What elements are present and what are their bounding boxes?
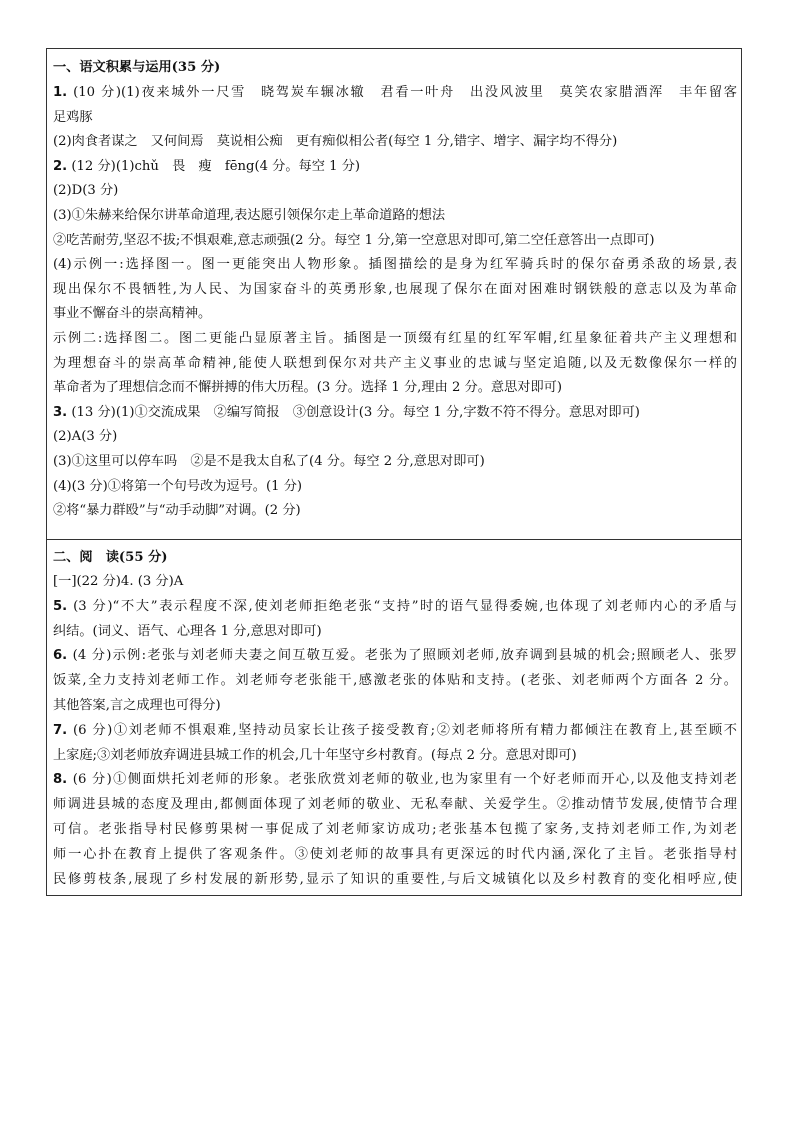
answer-text: (2)D(3 分) [53,183,119,199]
section-heading: 二、阅 读(55 分) [53,550,168,565]
answer-line [53,158,737,175]
answer-line [53,747,737,764]
answer-text: (10 分)(1)夜来城外一尺雪 晓驾炭车辗冰辙 君看一叶舟 出没风波里 莫笑农家腊酒浑 丰年留客 [67,85,737,100]
answer-line [53,453,737,470]
answer-text: (4)示例一:选择图一。图一更能突出人物形象。插图描绘的是身为红军骑兵时的保尔奋勇杀敌的场景,表 [53,257,737,273]
answer-text: (4)(3 分)①将第一个句号改为逗号。(1 分) [53,478,303,494]
answer-line [53,330,737,347]
answer-text: (6 分)①刘老师不惧艰难,坚持动员家长让孩子接受教育;②刘老师将所有精力都倾注在教育上,甚至顾不 [67,722,737,738]
answer-line [53,573,737,590]
answer-line [53,821,737,838]
answer-line [53,404,737,421]
answer-text: (4 分)示例:老张与刘老师夫妻之间互敬互爱。老张为了照顾刘老师,放弃调到县城的机会;照顾老人、张罗 [67,648,737,664]
answer-line [53,502,737,519]
answer-text: (3)①朱赫来给保尔讲革命道理,表达愿引领保尔走上革命道路的想法 [53,208,446,223]
answer-text: (3)①这里可以停车吗 ②是不是我太自私了(4 分。每空 2 分,意思对即可) [53,454,485,469]
question-number: 7. [53,722,68,738]
question-number: 8. [53,772,68,788]
answer-text: 师一心扑在教育上提供了客观条件。③使刘老师的故事具有更深远的时代内涵,深化了主旨。老张指导村 [53,846,737,862]
answer-line [53,133,737,150]
answer-text: 革命者为了理想信念而不懈拼搏的伟大历程。(3 分。选择 1 分,理由 2 分。意思对即可) [53,380,562,396]
question-number: 2. [53,158,68,174]
question-number: 6. [53,648,68,664]
answer-line [53,598,737,615]
answer-line [53,84,737,101]
answer-line [53,281,737,298]
answer-line [53,182,737,199]
answer-line [53,355,737,372]
answer-line [53,672,737,689]
answer-text: ②将“暴力群殴”与“动手动脚”对调。(2 分) [53,503,301,519]
answer-text: 可信。老张指导村民修剪果树一事促成了刘老师家访成功;老张基本包揽了家务,支持刘老师工作,为刘老 [53,822,737,837]
answer-line [53,207,737,224]
answer-line [53,305,737,322]
answer-line [53,428,737,445]
answer-text: (3 分)“不大”表示程度不深,使刘老师拒绝老张“支持”时的语气显得委婉,也体现了刘老师内心的矛盾与 [67,598,737,614]
answer-text: 事业不懈奋斗的崇高精神。 [53,306,212,322]
answer-line [53,871,737,888]
answer-line [53,379,737,396]
answer-text: 现出保尔不畏牺牲,为人民、为国家奋斗的英勇形象,也展现了保尔在面对困难时钢铁般的意志以及为革命 [53,281,737,297]
answer-text: ②吃苦耐劳,坚忍不拔;不惧艰难,意志顽强(2 分。每空 1 分,第一空意思对即可,第二空任意答出一点即可) [53,232,655,248]
answer-line [53,109,737,126]
answer-text: 纠结。(词义、语气、心理各 1 分,意思对即可) [53,623,322,639]
answer-line [53,697,737,714]
answer-line [53,232,737,249]
question-number: 5. [53,598,68,614]
answer-text: (12 分)(1)chǔ 畏 瘦 fēng(4 分。每空 1 分) [67,158,361,174]
answer-text: (6 分)①侧面烘托刘老师的形象。老张欣赏刘老师的敬业,也为家里有一个好老师而开心,以及他支持刘老 [67,772,737,788]
answer-text: 示例二:选择图二。图二更能凸显原著主旨。插图是一顶缀有红星的红军军帽,红星象征着共产主义理想和 [53,331,737,346]
answer-box [46,48,742,896]
answer-line [53,796,737,813]
answer-text: (2)肉食者谋之 又何间焉 莫说相公痴 更有痴似相公者(每空 1 分,错字、增字、漏字均不得分) [53,134,618,150]
answer-text: 上家庭;③刘老师放弃调进县城工作的机会,几十年坚守乡村教育。(每点 2 分。意思对即可) [53,747,577,763]
answer-text: 其他答案,言之成理也可得分) [53,698,221,713]
answer-line [53,846,737,863]
answer-text: [一](22 分)4. (3 分)A [53,574,184,589]
answer-text: 饭菜,全力支持刘老师工作。刘老师夸老张能干,感激老张的体贴和支持。(老张、刘老师两个方面各 2 分。 [53,673,737,689]
answer-line [53,771,737,788]
answer-text: 足鸡豚 [53,109,93,125]
question-number: 1. [53,85,68,100]
answer-line [53,623,737,640]
answer-line [53,722,737,739]
answer-text: 师调进县城的态度及理由,都侧面体现了刘老师的敬业、无私奉献、关爱学生。②推动情节发展,使情节合理 [53,797,737,813]
section-reading [47,539,741,895]
answer-text: (2)A(3 分) [53,429,118,445]
answer-text: (13 分)(1)①交流成果 ②编写简报 ③创意设计(3 分。每空 1 分,字数不符不得分。意思对即可) [67,404,640,420]
question-number: 3. [53,404,68,420]
answer-text: 为理想奋斗的崇高革命精神,能使人联想到保尔对共产主义事业的忠诚与坚定追随,以及无数像保尔一样的 [53,355,737,371]
answer-line [53,256,737,273]
section-language-usage [47,49,741,540]
section-heading: 一、语文积累与运用(35 分) [53,60,221,75]
answer-text: 民修剪枝条,展现了乡村发展的新形势,显示了知识的重要性,与后文城镇化以及乡村教育的变化相呼应,使 [53,871,737,887]
answer-line [53,478,737,495]
answer-line [53,647,737,664]
